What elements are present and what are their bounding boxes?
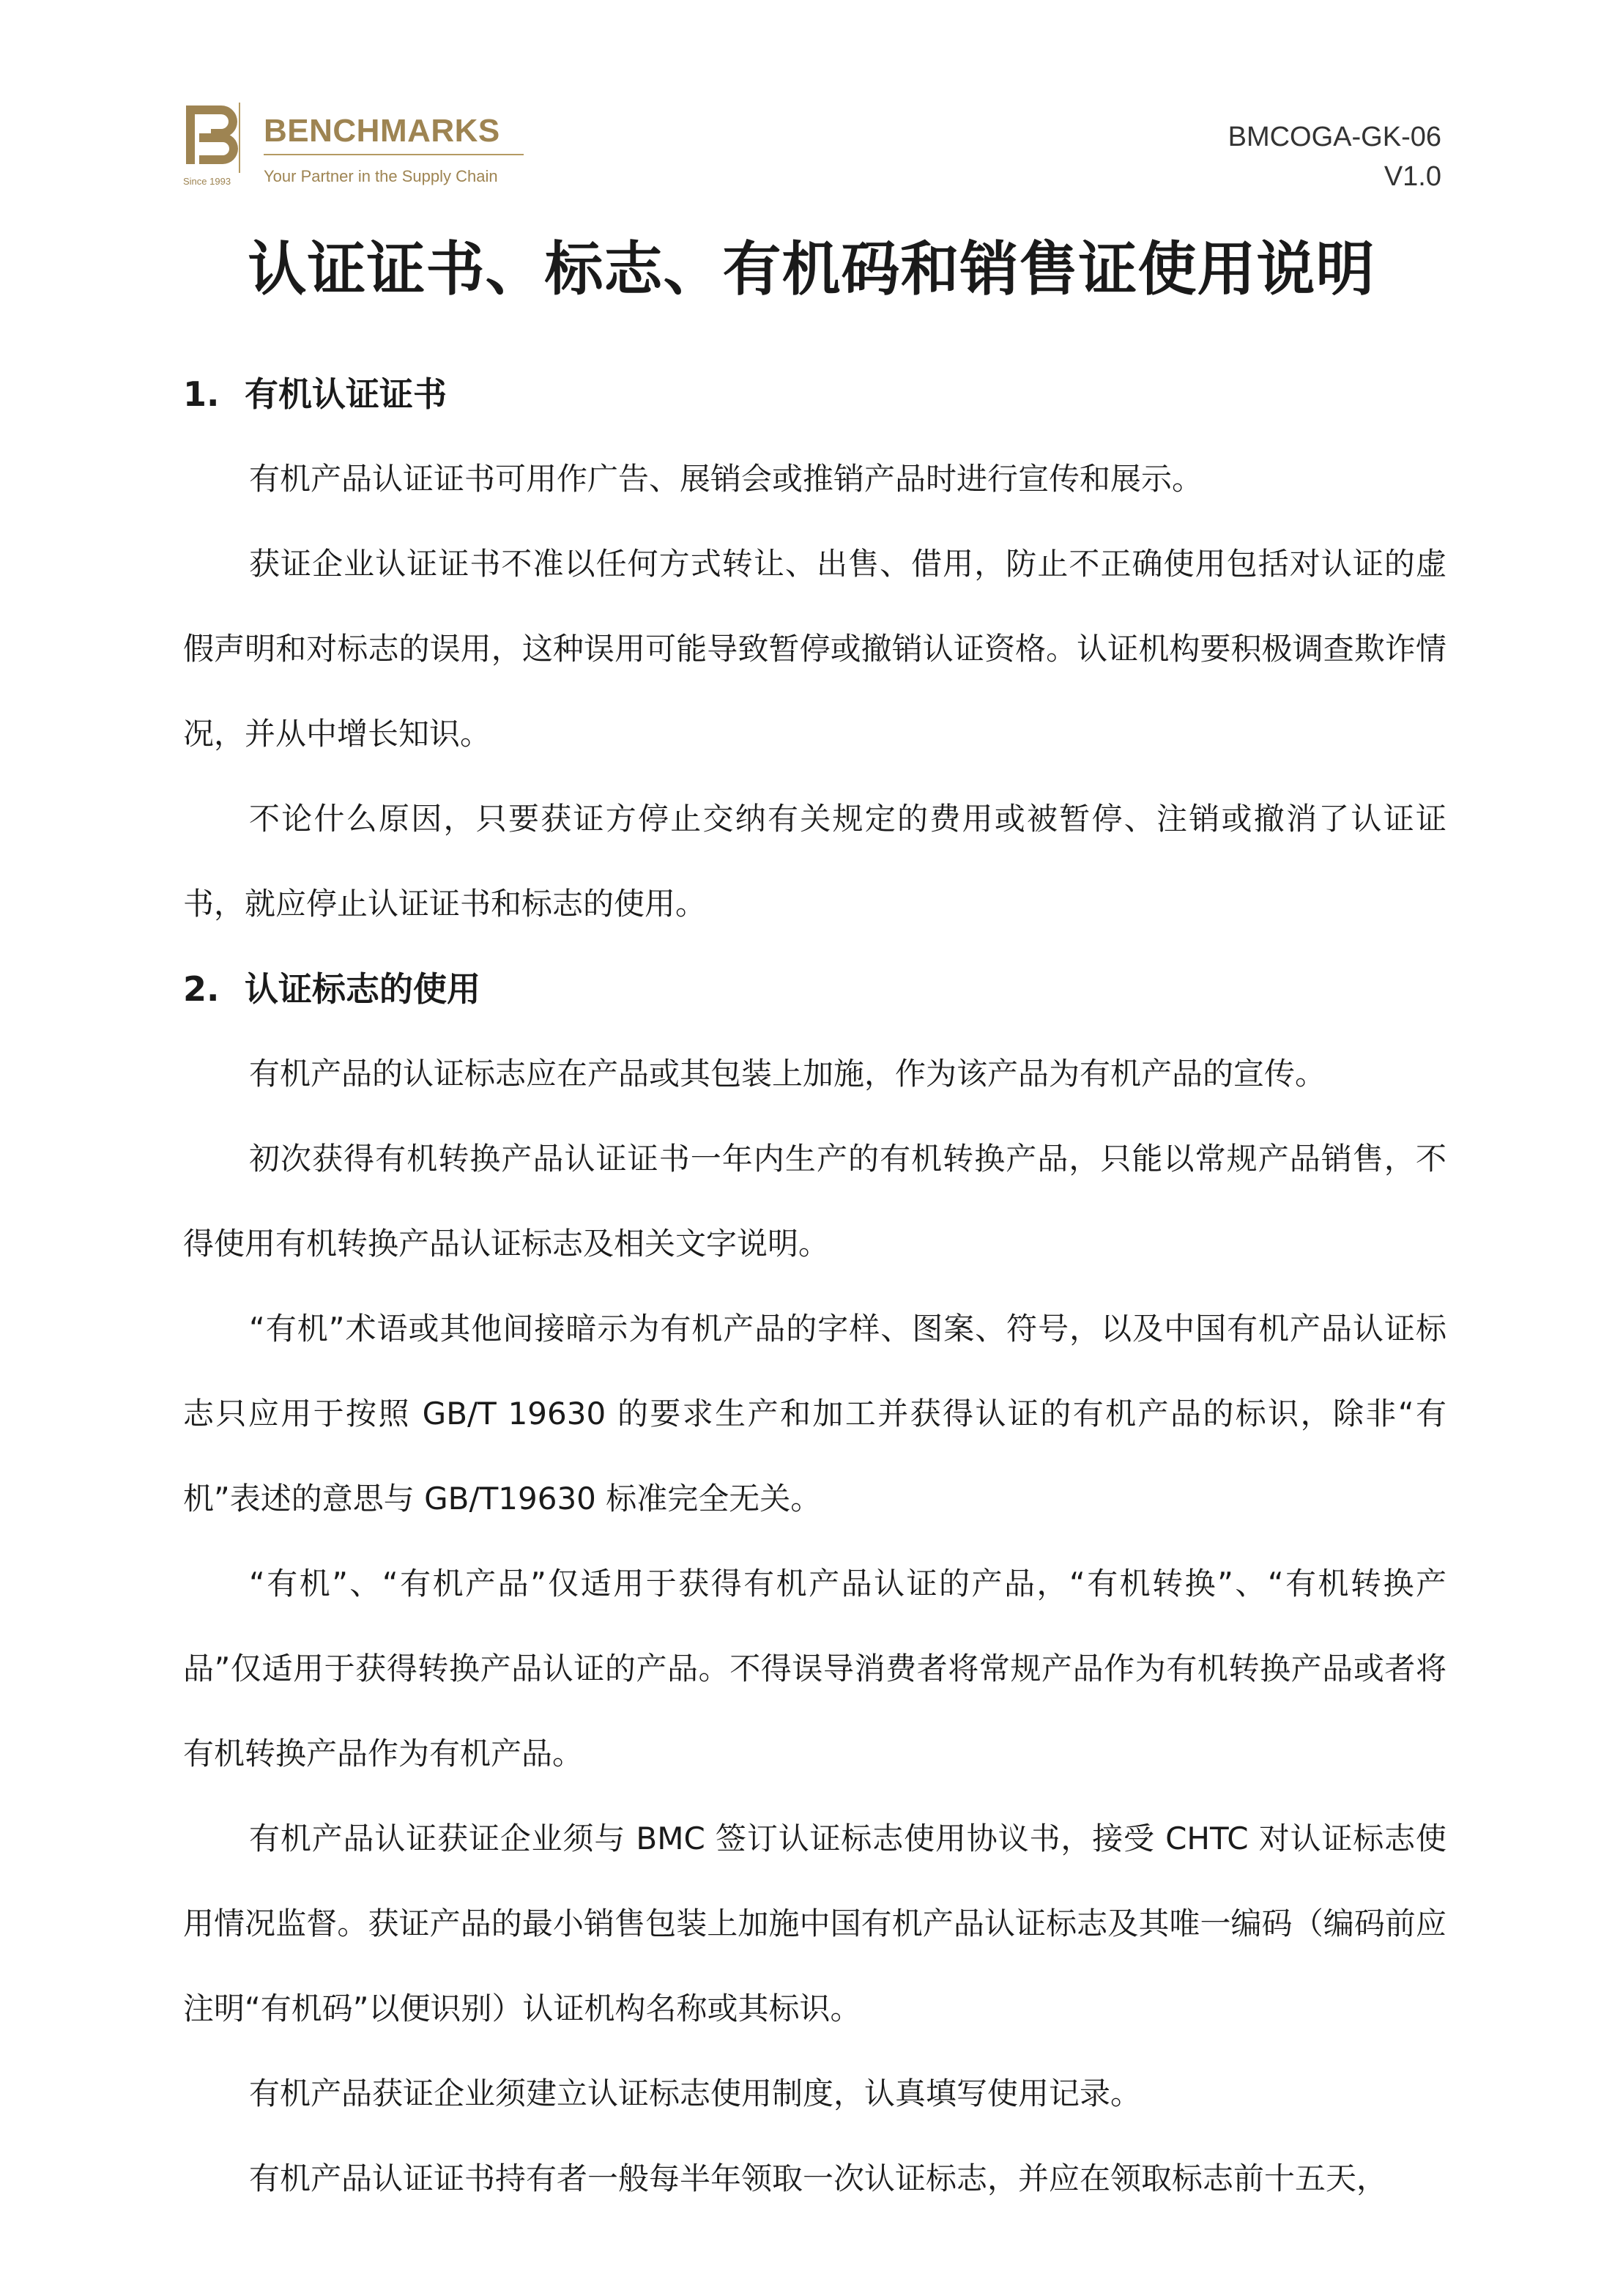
logo-tagline: Your Partner in the Supply Chain: [264, 167, 498, 185]
document-version: V1.0: [1384, 161, 1441, 192]
logo-divider: [264, 154, 524, 155]
logo-brand-name: BENCHMARKS: [264, 113, 500, 149]
logo-since: Since 1993: [183, 176, 231, 187]
paragraph: 获证企业认证证书不准以任何方式转让、出售、借用，防止不正确使用包括对认证的虚假声明和对标志的误用，这种误用可能导致暂停或撤销认证资格。认证机构要积极调查欺诈情况，并从中增长知识。: [183, 546, 1446, 752]
document-code: BMCOGA-GK-06: [1228, 122, 1441, 152]
paragraph: “有机”术语或其他间接暗示为有机产品的字样、图案、符号，以及中国有机产品认证标志只应用于按照 GB/T 19630 的要求生产和加工并获得认证的有机产品的标识，除非“有机”表述的意思与 GB/T19630 标准完全无关。: [183, 1311, 1446, 1517]
paragraph: 不论什么原因，只要获证方停止交纳有关规定的费用或被暂停、注销或撤消了认证证书，就应停止认证证书和标志的使用。: [183, 801, 1446, 922]
paragraph: 初次获得有机转换产品认证证书一年内生产的有机转换产品，只能以常规产品销售，不得使用有机转换产品认证标志及相关文字说明。: [183, 1141, 1446, 1262]
document-code-block: [1228, 117, 1441, 196]
page-title: 认证证书、标志、有机码和销售证使用说明: [248, 235, 1375, 303]
section-heading: [183, 352, 1446, 437]
section-number: 2.: [183, 969, 220, 1009]
section-number: 1.: [183, 374, 220, 414]
section-title: 认证标志的使用: [245, 969, 480, 1009]
paragraph: 有机产品认证证书可用作广告、展销会或推销产品时进行宣传和展示。: [249, 461, 1203, 497]
section-heading: [183, 947, 1446, 1032]
paragraph: “有机”、“有机产品”仅适用于获得有机产品认证的产品，“有机转换”、“有机转换产品”仅适用于获得转换产品认证的产品。不得误导消费者将常规产品作为有机转换产品或者将有机转换产品作为有机产品。: [183, 1566, 1446, 1771]
paragraph: 有机产品认证获证企业须与 BMC 签订认证标志使用协议书，接受 CHTC 对认证标志使用情况监督。获证产品的最小销售包装上加施中国有机产品认证标志及其唯一编码（编码前应注明“有机码”以便识别）认证机构名称或其标识。: [183, 1821, 1446, 2026]
section-title: 有机认证证书: [245, 374, 447, 414]
document-body: [183, 352, 1446, 2221]
paragraph: 有机产品认证证书持有者一般每半年领取一次认证标志，并应在领取标志前十五天，: [249, 2160, 1388, 2196]
paragraph: 有机产品的认证标志应在产品或其包装上加施，作为该产品为有机产品的宣传。: [249, 1056, 1326, 1092]
paragraph: 有机产品获证企业须建立认证标志使用制度，认真填写使用记录。: [249, 2075, 1142, 2111]
section-certificate: [183, 352, 1446, 947]
benchmarks-logo-icon: [183, 100, 256, 173]
company-logo: [183, 100, 527, 195]
section-mark-usage: [183, 947, 1446, 2221]
